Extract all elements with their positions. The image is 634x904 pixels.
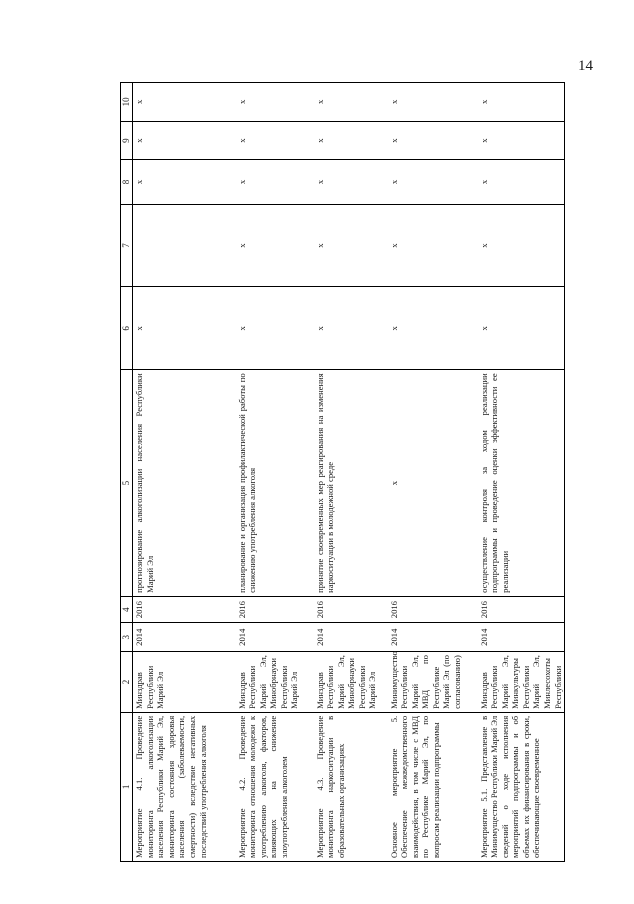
rotated-table-sheet — [120, 82, 563, 862]
value-cell: x — [314, 83, 388, 122]
measure-name-cell: Мероприятие 4.1. Проведение мониторинга алкоголизации населения Республики Марий Эл, мониторинга состояния здоровья населения (заболеваемости, смертности) вследствие негативных последствий употребления алкоголя — [133, 712, 236, 861]
value-cell: x — [133, 287, 236, 370]
header-cell: 3 — [121, 623, 133, 652]
table-row — [478, 83, 565, 862]
start-year-cell: 2014 — [133, 623, 236, 652]
responsible-cell: Минздрав Республики Марий Эл, Минкультуры Республики Марий Эл, Минлесохоты Республики — [478, 652, 565, 713]
value-cell: x — [236, 204, 314, 287]
program-measures-table — [120, 82, 565, 862]
table-row — [388, 83, 478, 862]
value-cell: x — [314, 204, 388, 287]
value-cell: x — [388, 204, 478, 287]
value-cell: x — [133, 83, 236, 122]
end-year-cell: 2016 — [133, 596, 236, 623]
header-cell: 7 — [121, 204, 133, 287]
header-cell: 1 — [121, 712, 133, 861]
value-cell: x — [478, 287, 565, 370]
value-cell: x — [478, 121, 565, 160]
responsible-cell: Минздрав Республики Марий Эл, Минобрнауки Республики Марий Эл — [236, 652, 314, 713]
start-year-cell: 2014 — [314, 623, 388, 652]
header-cell: 8 — [121, 160, 133, 204]
responsible-cell: Минздрав Республики Марий Эл, Минобрнауки Республики Марий Эл — [314, 652, 388, 713]
value-cell: x — [388, 160, 478, 204]
measure-name-cell: Мероприятие 5.1. Представление в Минимущество Республики Марий Эл сведений о ходе исполнения мероприятий подпрограммы и об объемах их финансирования в сроки, обеспечивающие своевременное — [478, 712, 565, 861]
table-row — [314, 83, 388, 862]
value-cell: x — [388, 83, 478, 122]
start-year-cell: 2014 — [478, 623, 565, 652]
value-cell: x — [314, 121, 388, 160]
value-cell: x — [133, 160, 236, 204]
result-cell: планирование и организация профилактической работы по снижению употребления алкоголя — [236, 370, 314, 597]
value-cell: x — [236, 83, 314, 122]
header-cell: 4 — [121, 596, 133, 623]
page-number: 14 — [578, 58, 593, 74]
end-year-cell: 2016 — [478, 596, 565, 623]
value-cell: x — [388, 121, 478, 160]
responsible-cell: Минздрав Республики Марий Эл — [133, 652, 236, 713]
value-cell — [133, 204, 236, 287]
result-cell: x — [388, 370, 478, 597]
value-cell: x — [314, 287, 388, 370]
end-year-cell: 2016 — [314, 596, 388, 623]
measure-name-cell: Мероприятие 4.2. Проведение мониторинга отношения молодежи к употреблению алкоголя, факторов, влияющих на снижение злоупотребления алкоголем — [236, 712, 314, 861]
header-cell: 5 — [121, 370, 133, 597]
measure-name-cell: Мероприятие 4.3. Проведение мониторинга наркоситуации в образовательных организациях — [314, 712, 388, 861]
value-cell: x — [133, 121, 236, 160]
result-cell: осуществление контроля за ходом реализации подпрограммы и проведение оценки эффективности ее реализации — [478, 370, 565, 597]
header-cell: 9 — [121, 121, 133, 160]
header-row — [121, 83, 133, 862]
value-cell: x — [236, 160, 314, 204]
start-year-cell: 2014 — [388, 623, 478, 652]
start-year-cell: 2014 — [236, 623, 314, 652]
responsible-cell: Минимущество Республики Марий Эл, МВД по Республике Марий Эл (по согласованию) — [388, 652, 478, 713]
value-cell: x — [478, 160, 565, 204]
value-cell: x — [236, 287, 314, 370]
result-cell: прогнозирование алкоголизации населения Республики Марий Эл — [133, 370, 236, 597]
end-year-cell: 2016 — [236, 596, 314, 623]
table-row — [133, 83, 236, 862]
value-cell: x — [236, 121, 314, 160]
end-year-cell: 2016 — [388, 596, 478, 623]
measure-name-cell: Основное мероприятие 5. Обеспечение межведомственного взаимодействия, в том числе с МВД по Республике Марий Эл, по вопросам реализации подпрограммы — [388, 712, 478, 861]
header-cell: 6 — [121, 287, 133, 370]
value-cell: x — [478, 83, 565, 122]
value-cell: x — [388, 287, 478, 370]
result-cell: принятие своевременных мер реагирования на изменения наркоситуации в молодежной среде — [314, 370, 388, 597]
value-cell: x — [478, 204, 565, 287]
header-cell: 10 — [121, 83, 133, 122]
table-row — [236, 83, 314, 862]
header-cell: 2 — [121, 652, 133, 713]
value-cell: x — [314, 160, 388, 204]
